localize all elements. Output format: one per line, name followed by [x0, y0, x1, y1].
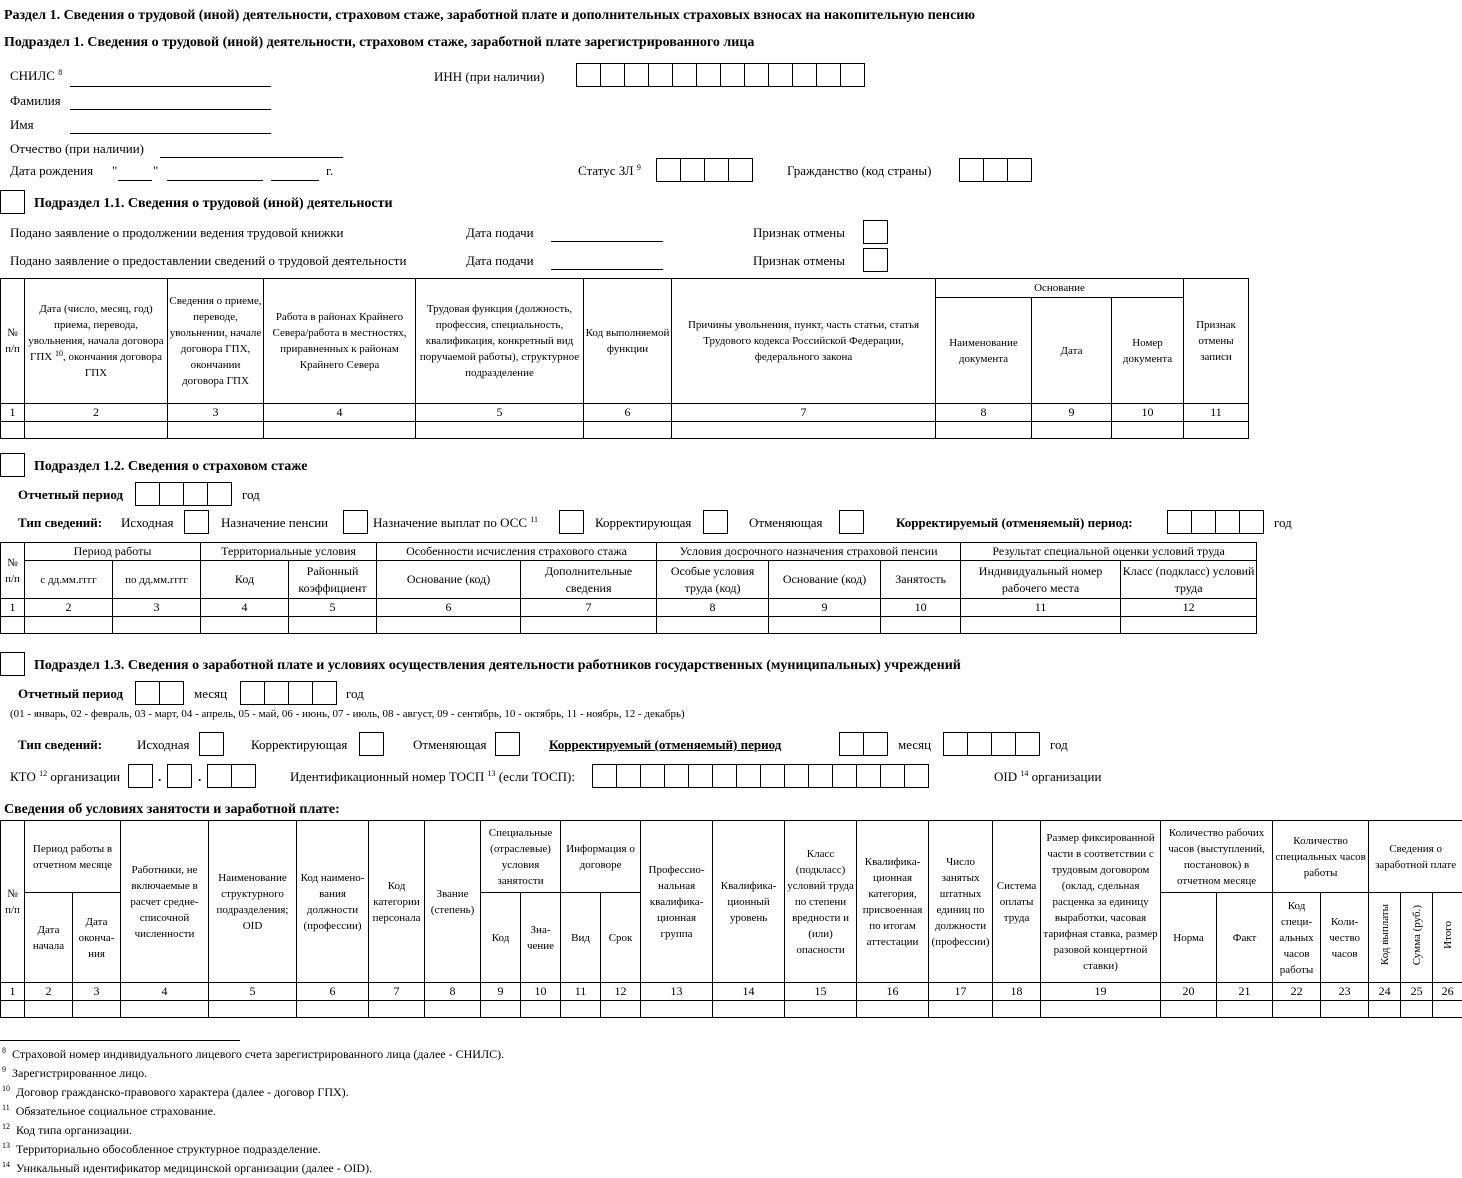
th-assessment: Результат специальной оценки условий труда	[961, 543, 1257, 561]
sub13-year-label: год	[346, 686, 364, 701]
th-norm: Норма	[1161, 893, 1217, 983]
sub13-title: Подраздел 1.3. Сведения о заработной плате и условиях осуществления деятельности работников государственных (муниципальных) учреждений	[34, 658, 961, 673]
citizenship-boxes[interactable]	[959, 158, 1032, 182]
th-term: Срок	[601, 893, 641, 983]
th-special: Особые условия труда (код)	[657, 561, 769, 599]
th-rank: Звание (степень)	[425, 821, 481, 983]
sub13-type-initial-label: Исходная	[137, 737, 190, 752]
sub12-year-label: год	[242, 487, 260, 502]
th-features: Особенности исчисления страхового стажа	[377, 543, 657, 561]
sub12-title: Подраздел 1.2. Сведения о страховом стаже	[34, 459, 308, 474]
th-north: Работа в районах Крайнего Севера/работа в местностях, приравненных к районам Крайнего Севера	[264, 279, 416, 404]
th-start: Дата начала	[25, 893, 73, 983]
table-row[interactable]	[1, 1001, 1462, 1018]
th-basis: Основание	[936, 279, 1184, 298]
th-num: № п/п	[1, 821, 25, 983]
work-activity-table	[0, 278, 1249, 439]
quote-open: "	[112, 163, 118, 178]
sub12-type-initial-box[interactable]	[184, 510, 209, 534]
surname-field[interactable]	[70, 109, 271, 110]
sub12-type-label: Тип сведений:	[18, 515, 103, 530]
th-position-code: Код наимено-вания должности (профессии)	[297, 821, 369, 983]
subsection-1-title: Подраздел 1. Сведения о трудовой (иной) деятельности, страховом стаже, заработной плате зарегистрированного лица	[4, 35, 755, 50]
sub12-type-cancel-box[interactable]	[839, 510, 864, 534]
th-staff-units: Число занятых штатных единиц по должности (профессии)	[929, 821, 993, 983]
sub13-type-label: Тип сведений:	[18, 737, 103, 752]
employment-table	[0, 820, 1462, 1018]
sub13-corr-year-boxes[interactable]	[943, 732, 1040, 756]
th-special: Специальные (отраслевые) условия занятости	[481, 821, 561, 893]
sub13-corr-month-label: месяц	[898, 737, 932, 752]
stmt1-date-field[interactable]	[551, 241, 663, 242]
th-qual-level: Квалифика-ционный уровень	[713, 821, 785, 983]
oid-label: OID $^{14}$ организации	[994, 769, 1102, 784]
footnote-10: $^{10}$ Договор гражданско-правового характера (далее - договор ГПХ).	[2, 1084, 349, 1099]
birth-year-field[interactable]	[271, 180, 319, 181]
footnote-14: $^{14}$ Уникальный идентификатор медицинской организации (далее - OID).	[2, 1160, 373, 1175]
snils-label: СНИЛС $^8$	[10, 68, 63, 83]
table-row[interactable]	[1, 617, 1257, 634]
th-hours-count: Коли-чество часов	[1321, 893, 1369, 983]
stmt1-date-label: Дата подачи	[466, 225, 534, 240]
th-sum: Сумма (руб.)	[1401, 893, 1433, 983]
th-basis-code: Основание (код)	[377, 561, 521, 599]
quote-close: "	[153, 163, 159, 178]
kto-dot-1: .	[158, 769, 162, 784]
surname-label: Фамилия	[10, 93, 61, 108]
th-class: Класс (подкласс) условий труда	[1121, 561, 1257, 599]
inn-label: ИНН (при наличии)	[434, 69, 545, 84]
stmt2-cancel-label: Признак отмены	[753, 253, 845, 268]
th-end: Дата оконча-ния	[73, 893, 121, 983]
sub12-type-initial-label: Исходная	[121, 515, 174, 530]
th-code: Код	[481, 893, 521, 983]
th-workplace: Индивидуальный номер рабочего места	[961, 561, 1121, 599]
th-department: Наименование структурного подразделения; OID	[209, 821, 297, 983]
sub12-corr-year-label: год	[1274, 515, 1292, 530]
th-salary: Сведения о заработной плате	[1369, 821, 1462, 893]
status-boxes[interactable]	[656, 158, 753, 182]
sub13-type-correct-label: Корректирующая	[251, 737, 348, 752]
section-title: Раздел 1. Сведения о трудовой (иной) деятельности, страховом стаже, заработной плате и дополнительных страховых взносах на накопительную пенсию	[4, 8, 976, 23]
th-period: Период работы	[25, 543, 201, 561]
th-coef: Районный коэффициент	[289, 561, 377, 599]
th-kind: Вид	[561, 893, 601, 983]
th-qual-category: Квалифика-ционная категория, присвоенная по итогам аттестации	[857, 821, 929, 983]
th-contract: Информация о договоре	[561, 821, 641, 893]
sub12-type-oss-box[interactable]	[559, 510, 584, 534]
sub12-period-label: Отчетный период	[18, 487, 124, 502]
stmt2-cancel-box[interactable]	[863, 248, 888, 272]
sub13-period-label: Отчетный период	[18, 686, 124, 701]
th-function: Трудовая функция (должность, профессия, специальность, квалификация, конкретный вид поручаемой работы), структурное подразделение	[416, 279, 584, 404]
sub12-corr-label: Корректируемый (отменяемый) период:	[896, 515, 1133, 530]
birth-year-suffix: г.	[326, 163, 334, 178]
th-num: № п/п	[1, 543, 25, 599]
sub13-month-label: месяц	[194, 686, 228, 701]
patronymic-field[interactable]	[160, 157, 343, 158]
tosp-label: Идентификационный номер ТОСП $^{13}$ (если ТОСП):	[290, 769, 575, 784]
th-fixed-part: Размер фиксированной части в соответствии с трудовым договором (оклад, сдельная расценка за единицу выработки, часовая тарифная ставка, размер разовой концертной ставки)	[1041, 821, 1161, 983]
stmt2-date-field[interactable]	[551, 269, 663, 270]
column-numbers: 1 2 3 4 5 6 7 8 9 10 11 12 13 14 15 16 17 18 19 20 21 22 23 24 25 26	[1, 983, 1462, 1001]
th-num: № п/п	[1, 279, 25, 404]
sub13-type-initial-box[interactable]	[199, 732, 224, 756]
sub13-corr-label: Корректируемый (отменяемый) период	[549, 737, 782, 752]
status-label: Статус ЗЛ $^9$	[578, 163, 641, 178]
birth-month-field[interactable]	[167, 180, 263, 181]
th-cancel: Признак отмены записи	[1184, 279, 1249, 404]
th-code: Код	[201, 561, 289, 599]
footnote-divider	[0, 1040, 240, 1041]
birth-label: Дата рождения	[10, 163, 94, 178]
th-period: Период работы в отчетном месяце	[25, 821, 121, 893]
th-special-hours: Количество специальных часов работы	[1273, 821, 1369, 893]
sub13-type-cancel-box[interactable]	[495, 732, 520, 756]
footnote-9: $^9$ Зарегистрированное лицо.	[2, 1065, 148, 1080]
th-value: Зна-чение	[521, 893, 561, 983]
stmt1-cancel-label: Признак отмены	[753, 225, 845, 240]
sub11-checkbox[interactable]	[0, 190, 25, 214]
sub12-type-correct-box[interactable]	[703, 510, 728, 534]
sub13-year-boxes[interactable]	[240, 681, 337, 705]
column-numbers: 1 2 3 4 5 6 7 8 9 10 11	[1, 404, 1249, 422]
th-hazard-class: Класс (подкласс) условий труда по степени вредности и (или) опасности	[785, 821, 857, 983]
th-early: Условия досрочного назначения страховой пенсии	[657, 543, 961, 561]
citizenship-label: Гражданство (код страны)	[787, 163, 932, 178]
stmt1-cancel-box[interactable]	[863, 220, 888, 244]
th-function-code: Код выполняемой функции	[584, 279, 672, 404]
stmt2-date-label: Дата подачи	[466, 253, 534, 268]
kto-dot-2: .	[198, 769, 202, 784]
footnote-13: $^{13}$ Территориально обособленное структурное подразделение.	[2, 1141, 321, 1156]
column-numbers: 1 2 3 4 5 6 7 8 9 10 11 12	[1, 599, 1257, 617]
months-note: (01 - январь, 02 - февраль, 03 - март, 04 - апрель, 05 - май, 06 - июнь, 07 - июль, 08 - август, 09 - сентябрь, 10 - октябрь, 11 - ноябрь, 12 - декабрь)	[10, 708, 685, 720]
sub12-type-oss-label: Назначение выплат по ОСС $^{11}$	[373, 515, 538, 530]
th-pay-system: Система оплаты труда	[993, 821, 1041, 983]
kto-box-3[interactable]	[207, 764, 256, 788]
th-info: Сведения о приеме, переводе, увольнении, начале договора ГПХ, окончании договора ГПХ	[168, 279, 264, 404]
th-pay-code: Код выплаты	[1369, 893, 1401, 983]
kto-label: КТО $^{12}$ организации	[10, 769, 121, 784]
th-excluded: Работники, не включаемые в расчет средне-списочной численности	[121, 821, 209, 983]
th-prof-group: Профессио-нальная квалифика-ционная группа	[641, 821, 713, 983]
th-basis-code-2: Основание (код)	[769, 561, 881, 599]
birth-day-field[interactable]	[118, 180, 152, 181]
table-row[interactable]	[1, 422, 1249, 439]
sub12-corr-boxes[interactable]	[1167, 510, 1264, 534]
sub13-corr-month-boxes[interactable]	[839, 732, 888, 756]
th-doc-date: Дата	[1032, 298, 1112, 404]
footnote-11: $^{11}$ Обязательное социальное страхование.	[2, 1103, 216, 1118]
th-total: Итого	[1433, 893, 1462, 983]
kto-box-2[interactable]	[167, 764, 192, 788]
th-category: Код категории персонала	[369, 821, 425, 983]
th-hours: Количество рабочих часов (выступлений, постановок) в отчетном месяце	[1161, 821, 1273, 893]
th-to: по дд.мм.гггг	[113, 561, 201, 599]
sub12-type-correct-label: Корректирующая	[595, 515, 692, 530]
stmt1-label: Подано заявление о продолжении ведения трудовой книжки	[10, 225, 344, 240]
sub12-type-pension-box[interactable]	[343, 510, 368, 534]
th-territory: Территориальные условия	[201, 543, 377, 561]
inn-boxes[interactable]	[576, 63, 865, 87]
sub12-type-cancel-label: Отменяющая	[749, 515, 823, 530]
insurance-table	[0, 542, 1257, 634]
sub12-period-boxes[interactable]	[135, 482, 232, 506]
th-special-code: Код специ-альных часов работы	[1273, 893, 1321, 983]
stmt2-label: Подано заявление о предоставлении сведений о трудовой деятельности	[10, 253, 407, 268]
sub13-type-cancel-label: Отменяющая	[413, 737, 487, 752]
employment-title: Сведения об условиях занятости и заработной плате:	[4, 802, 340, 817]
th-date: Дата (число, месяц, год) приема, перевода, увольнения, начала договора ГПХ $^{10}$, окончания договора ГПХ	[25, 279, 168, 404]
name-label: Имя	[10, 117, 34, 132]
sub13-month-boxes[interactable]	[135, 681, 184, 705]
kto-box-1[interactable]	[128, 764, 153, 788]
th-doc-name: Наименование документа	[936, 298, 1032, 404]
sub12-type-pension-label: Назначение пенсии	[221, 515, 329, 530]
tosp-boxes[interactable]	[592, 764, 929, 788]
th-from: с дд.мм.гггг	[25, 561, 113, 599]
name-field[interactable]	[70, 133, 271, 134]
th-doc-number: Номер документа	[1112, 298, 1184, 404]
sub13-corr-year-label: год	[1050, 737, 1068, 752]
footnote-8: $^8$ Страховой номер индивидуального лицевого счета зарегистрированного лица (далее - СНИЛС).	[2, 1046, 505, 1061]
sub13-type-correct-box[interactable]	[359, 732, 384, 756]
sub12-checkbox[interactable]	[0, 453, 25, 477]
th-employment: Занятость	[881, 561, 961, 599]
snils-field[interactable]	[70, 86, 271, 87]
th-reasons: Причины увольнения, пункт, часть статьи, статья Трудового кодекса Российской Федерации, федерального закона	[672, 279, 936, 404]
th-additional: Дополнительные сведения	[521, 561, 657, 599]
footnote-12: $^{12}$ Код типа организации.	[2, 1122, 133, 1137]
sub11-title: Подраздел 1.1. Сведения о трудовой (иной) деятельности	[34, 196, 393, 211]
patronymic-label: Отчество (при наличии)	[10, 141, 145, 156]
sub13-checkbox[interactable]	[0, 652, 25, 676]
th-fact: Факт	[1217, 893, 1273, 983]
